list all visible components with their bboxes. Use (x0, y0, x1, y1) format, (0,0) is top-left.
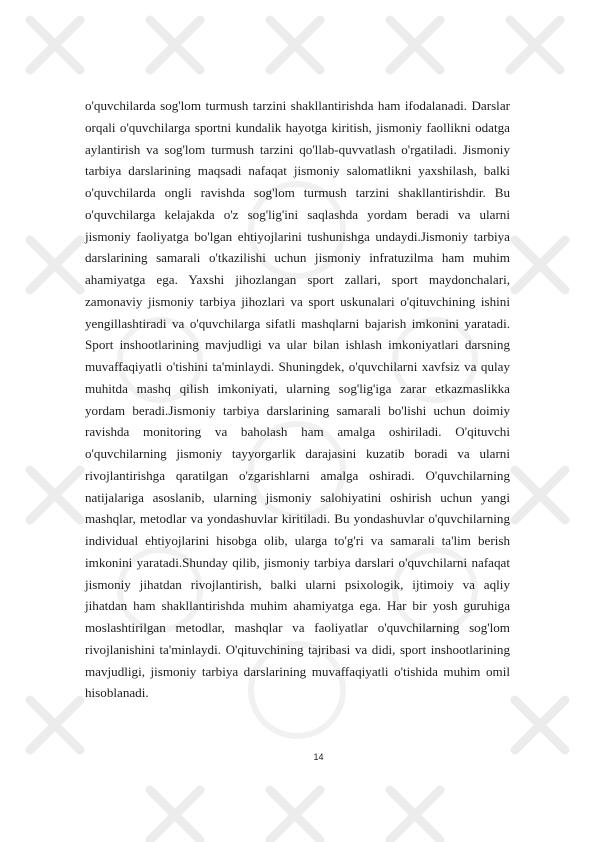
body-paragraph: o'quvchilarda sog'lom turmush tarzini shakllantirishda ham ifodalanadi. Darslar orqali o'quvchilarga sportni kundalik hayotga kiritish, jismoniy faollikni odatga aylantirish va sog'lom turmush tarzini qo'llab-quvvatlash o'rgatiladi. Jismoniy tarbiya darslarining maqsadi nafaqat jismoniy salomatlikni yaxshilash, balki o'quvchilarda ongli ravishda sog'lom turmush tarzini shakllantirishdir. Bu o'quvchilarga kelajakda o'z sog'lig'ini saqlashda yordam beradi va ularni jismoniy faoliyatga bo'lgan ehtiyojlarini tushunishga undaydi.Jismoniy tarbiya darslarining samarali o'tkazilishi uchun jismoniy infratuzilma ham muhim ahamiyatga ega. Yaxshi jihozlangan sport zallari, sport maydonchalari, zamonaviy jismoniy tarbiya jihozlari va sport uskunalari o'qituvchining ishini yengillashtiradi va o'quvchilarga sifatli mashqlarni bajarish imkonini yaratadi. Sport inshootlarining mavjudligi va ular bilan ishlash imkoniyatlari darsning muvaffaqiyatli o'tishini ta'minlaydi. Shuningdek, o'quvchilarni xavfsiz va qulay muhitda mashq qilish imkoniyati, ularning sog'lig'iga zarar etkazmaslikka yordam beradi.Jismoniy tarbiya darslarining samarali bo'lishi uchun doimiy ravishda monitoring va baholash ham amalga oshiriladi. O'qituvchi o'quvchilarning jismoniy tayyorgarlik darajasini kuzatib boradi va ularni rivojlantirishga qaratilgan o'zgarishlarni amalga oshiradi. O'quvchilarning natijalariga asoslanib, ularning jismoniy salohiyatini oshirish uchun yangi mashqlar, metodlar va yondashuvlar kiritiladi. Bu yondashuvlar o'quvchilarning individual ehtiyojlarini hisobga olib, ularga to'g'ri va samarali ta'lim berish imkonini yaratadi.Shunday qilib, jismoniy tarbiya darslari o'quvchilarni nafaqat jismoniy jihatdan rivojlantirish, balki ularni psixologik, ijtimoiy va aqliy jihatdan ham shakllantirishda muhim ahamiyatga ega. Har bir yosh guruhiga moslashtirilgan metodlar, mashqlar va faoliyatlar o'quvchilarning sog'lom rivojlanishini ta'minlaydi. O'qituvchining tajribasi va didi, sport inshootlarining mavjudligi, jismoniy tarbiya darslarining muvaffaqiyatli o'tishida muhim omil hisoblanadi. (85, 98, 510, 701)
page-number: 14 (313, 752, 324, 762)
